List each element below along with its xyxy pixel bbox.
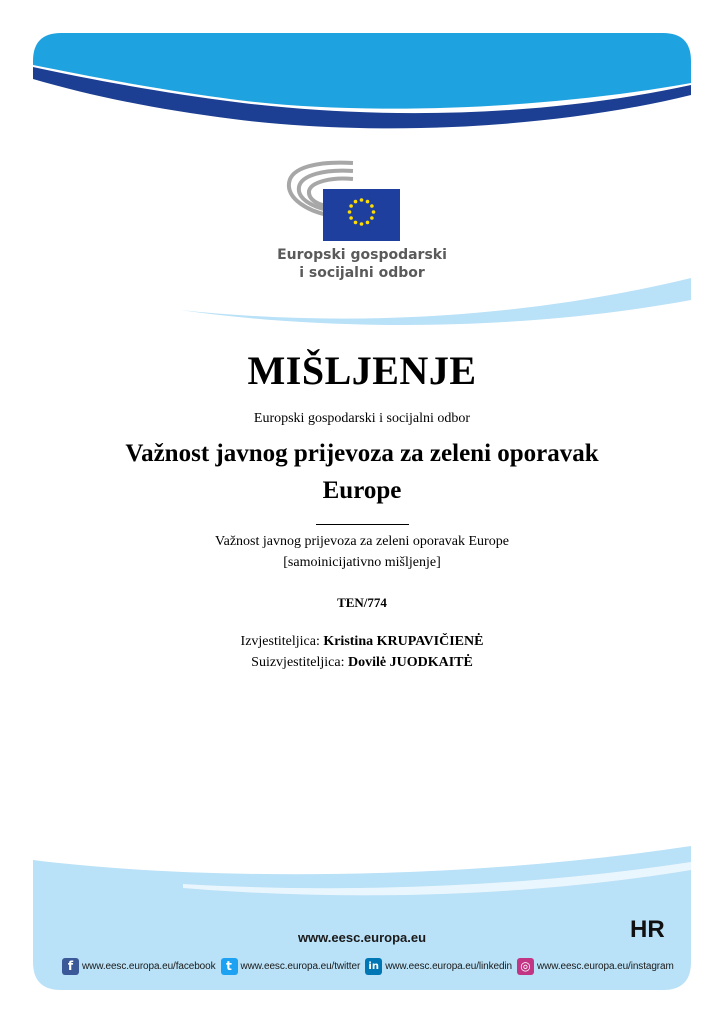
twitter-icon: t	[221, 958, 238, 975]
language-code: HR	[630, 916, 665, 943]
social-link-text: www.eesc.europa.eu/twitter	[240, 960, 361, 972]
document-subtitle: Važnost javnog prijevoza za zeleni oporavak Europe	[215, 534, 509, 549]
social-link-text: www.eesc.europa.eu/instagram	[537, 960, 674, 972]
divider-swoosh	[180, 278, 691, 332]
document-title-line1: Važnost javnog prijevoza za zeleni oporavak	[125, 440, 599, 467]
document-type: MIŠLJENJE	[247, 348, 477, 393]
social-link-text: www.eesc.europa.eu/facebook	[82, 960, 216, 972]
website-link[interactable]: www.eesc.europa.eu	[297, 930, 427, 945]
organisation-name-line1: Europski gospodarski	[277, 247, 447, 263]
top-banner	[33, 33, 691, 135]
co-rapporteur-label: Suizvjestiteljica:	[251, 655, 348, 670]
rapporteur-name: Kristina KRUPAVIČIENĖ	[323, 634, 484, 649]
rapporteur-label: Izvjestiteljica:	[240, 634, 324, 649]
co-rapporteur	[0, 655, 724, 671]
instagram-icon: ◎	[517, 958, 534, 975]
social-link-text: www.eesc.europa.eu/linkedin	[385, 960, 513, 972]
linkedin-icon: in	[365, 958, 382, 975]
eesc-logo	[283, 155, 403, 243]
document-reference: TEN/774	[337, 595, 387, 610]
document-kind: [samoinicijativno mišljenje]	[283, 555, 441, 570]
social-link-twitter[interactable]	[221, 958, 361, 975]
social-link-linkedin[interactable]	[365, 958, 512, 975]
rapporteur	[0, 634, 724, 650]
co-rapporteur-name: Dovilė JUODKAITĖ	[347, 655, 473, 670]
title-separator	[316, 524, 409, 525]
document-title-line2: Europe	[322, 477, 402, 504]
organisation-name-line2: i socijalni odbor	[299, 265, 425, 281]
social-link-instagram[interactable]	[517, 958, 674, 975]
social-link-facebook[interactable]	[62, 958, 216, 975]
facebook-icon: f	[62, 958, 79, 975]
committee-name: Europski gospodarski i socijalni odbor	[253, 411, 471, 426]
social-links	[62, 955, 672, 977]
